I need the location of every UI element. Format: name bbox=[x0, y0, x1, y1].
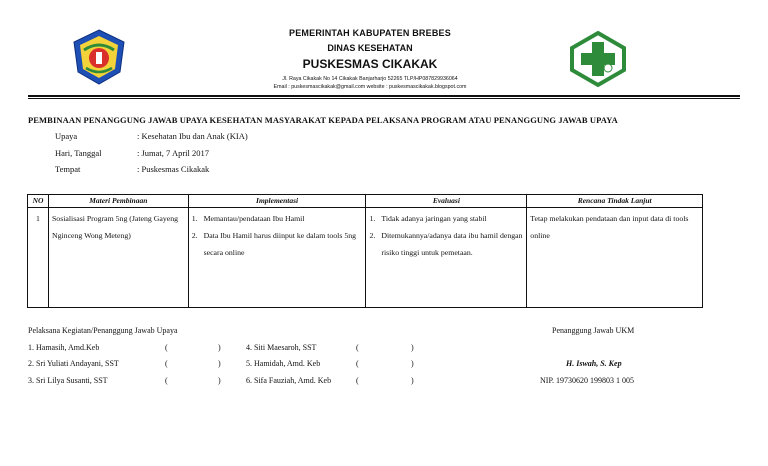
cell-rtl: Tetap melakukan pendataan dan input data di tools online bbox=[527, 208, 703, 308]
signer-4: 4. Siti Maesaroh, SST bbox=[246, 343, 317, 352]
list-text: Data Ibu Hamil harus diinput ke dalam tools 5ng secara online bbox=[203, 231, 357, 257]
signature-right-heading: Penanggung Jawab UKM bbox=[552, 326, 635, 335]
cell-materi: Sosialisasi Program 5ng (Jateng Gayeng Nginceng Wong Meteng) bbox=[48, 208, 188, 308]
meta-label-upaya: Upaya bbox=[55, 131, 78, 141]
paren-close: ) bbox=[411, 376, 414, 385]
paren-open: ( bbox=[356, 376, 359, 385]
cell-evaluasi bbox=[366, 208, 527, 308]
header-rule-thin bbox=[28, 98, 740, 99]
list-number: 1. bbox=[369, 214, 376, 223]
list-item bbox=[369, 227, 523, 261]
col-no: NO bbox=[28, 195, 49, 208]
document-title: PEMBINAAN PENANGGUNG JAWAB UPAYA KESEHATAN MASYARAKAT KEPADA PELAKSANA PROGRAM ATAU PENANGGUNG JAWAB UPAYA bbox=[28, 115, 618, 125]
signer-5: 5. Hamidah, Amd. Keb bbox=[246, 359, 321, 368]
meta-value-place: : Puskesmas Cikakak bbox=[137, 164, 210, 174]
signer-2: 2. Sri Yuliati Andayani, SST bbox=[28, 359, 119, 368]
list-number: 2. bbox=[369, 231, 376, 240]
meta-value-date: : Jumat, 7 April 2017 bbox=[137, 148, 210, 158]
signature-left-heading: Pelaksana Kegiatan/Penanggung Jawab Upaya bbox=[28, 326, 178, 335]
list-text: Tidak adanya jaringan yang stabil bbox=[381, 214, 487, 223]
header-address: Jl. Raya Cikakak No 14 Cikakak Banjarharjo 52265 TLP/HP087829936064 bbox=[282, 76, 458, 82]
meta-label-place: Tempat bbox=[55, 164, 81, 174]
list-item bbox=[192, 210, 363, 227]
ukm-officer-nip: NIP. 19730620 199803 1 005 bbox=[540, 376, 635, 385]
paren-close: ) bbox=[218, 376, 221, 385]
header-contact: Email : puskesmascikakak@gmail.com website : puskesmascikakak.blogspot.com bbox=[273, 84, 467, 90]
header-rule-thick bbox=[28, 95, 740, 97]
guidance-table bbox=[27, 194, 703, 308]
paren-open: ( bbox=[165, 359, 168, 368]
puskesmas-cross-icon bbox=[568, 30, 628, 88]
list-text: Ditemukannya/adanya data ibu hamil dengan risiko tinggi untuk pemetaan. bbox=[381, 231, 523, 257]
list-item bbox=[369, 210, 523, 227]
list-text: Memantau/pendataan Ibu Hamil bbox=[203, 214, 305, 223]
paren-open: ( bbox=[356, 359, 359, 368]
meta-label-date: Hari, Tanggal bbox=[55, 148, 102, 158]
paren-open: ( bbox=[165, 343, 168, 352]
col-implementasi: Implementasi bbox=[188, 195, 366, 208]
col-evaluasi: Evaluasi bbox=[366, 195, 527, 208]
signer-3: 3. Sri Lilya Susanti, SST bbox=[28, 376, 108, 385]
regency-emblem-icon bbox=[70, 28, 128, 86]
paren-open: ( bbox=[356, 343, 359, 352]
signer-6: 6. Sifa Fauziah, Amd. Keb bbox=[246, 376, 332, 385]
table-header-row bbox=[28, 195, 703, 208]
list-number: 1. bbox=[191, 214, 198, 223]
list-item bbox=[192, 227, 363, 261]
header-agency: DINAS KESEHATAN bbox=[327, 43, 413, 53]
list-number: 2. bbox=[191, 231, 198, 240]
paren-close: ) bbox=[411, 343, 414, 352]
cell-implementasi bbox=[188, 208, 366, 308]
paren-close: ) bbox=[218, 359, 221, 368]
header-puskesmas: PUSKESMAS CIKAKAK bbox=[302, 57, 438, 71]
signer-1: 1. Hamasih, Amd.Keb bbox=[28, 343, 100, 352]
col-materi: Materi Pembinaan bbox=[48, 195, 188, 208]
cell-no: 1 bbox=[28, 208, 49, 308]
paren-open: ( bbox=[165, 376, 168, 385]
table-row bbox=[28, 208, 703, 308]
paren-close: ) bbox=[218, 343, 221, 352]
ukm-officer-name: H. Iswah, S. Kep bbox=[566, 359, 622, 368]
header-government: PEMERINTAH KABUPATEN BREBES bbox=[289, 28, 451, 38]
paren-close: ) bbox=[411, 359, 414, 368]
meta-value-upaya: : Kesehatan Ibu dan Anak (KIA) bbox=[137, 131, 248, 141]
col-rtl: Rencana Tindak Lanjut bbox=[527, 195, 703, 208]
